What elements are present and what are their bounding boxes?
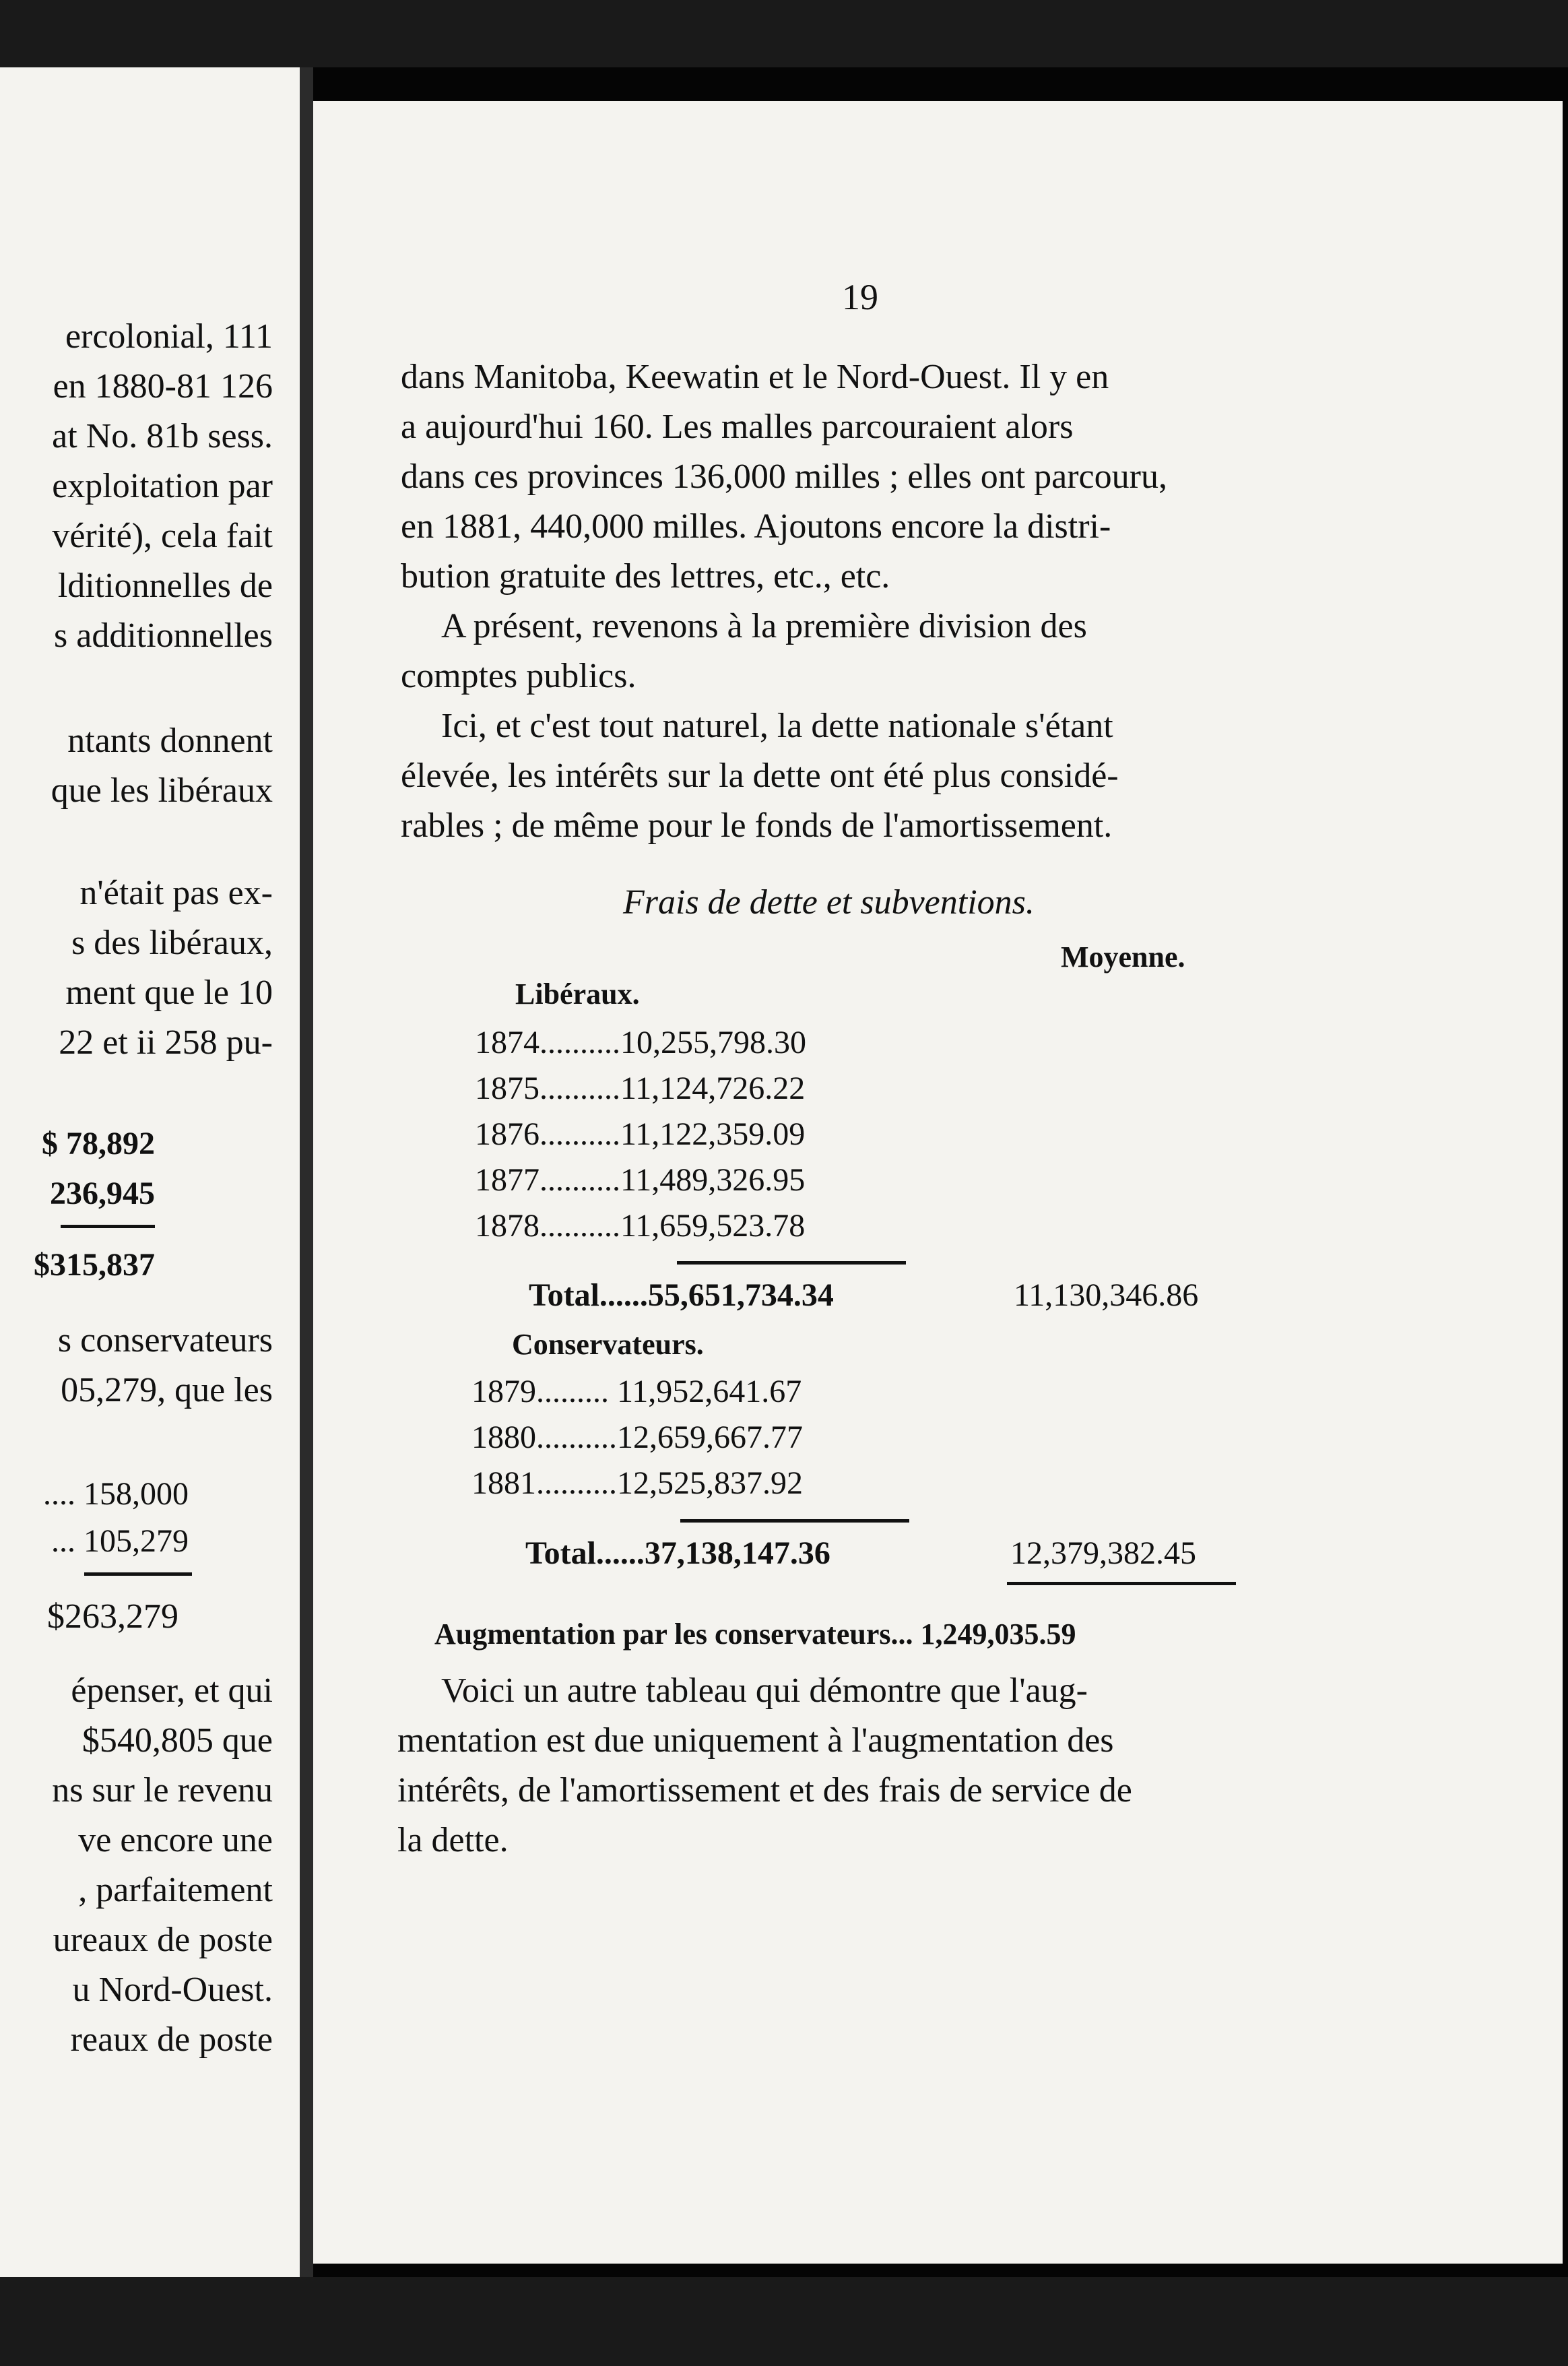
sum-rule (680, 1519, 909, 1523)
text-line: a aujourd'hui 160. Les malles parcouraient alors (401, 408, 1074, 446)
text-line: dans ces provinces 136,000 milles ; elles ont parcouru, (401, 457, 1167, 496)
table-title: Frais de dette et subventions. (623, 883, 1035, 922)
left-page (0, 67, 300, 2277)
text-line: comptes publics. (401, 657, 636, 695)
left-line: épenser, et qui (71, 1671, 273, 1710)
text-line: A présent, revenons à la première division des (441, 607, 1087, 645)
text-line: Ici, et c'est tout naturel, la dette nationale s'étant (441, 707, 1113, 745)
left-line: ns sur le revenu (52, 1771, 273, 1810)
left-line: , parfaitement (78, 1871, 273, 1909)
liberaux-total: Total......55,651,734.34 (529, 1277, 834, 1313)
sum-rule (677, 1261, 906, 1265)
left-line: exploitation par (52, 467, 273, 505)
table-row: 1876..........11,122,359.09 (475, 1116, 806, 1152)
left-line: ntants donnent (67, 722, 273, 760)
left-line: n'était pas ex- (79, 874, 273, 912)
text-line: mentation est due uniquement à l'augmentation des (397, 1721, 1114, 1760)
text-line: intérêts, de l'amortissement et des frais de service de (397, 1771, 1132, 1810)
left-line: ment que le 10 (65, 973, 273, 1012)
left-line: 22 et ii 258 pu- (59, 1023, 273, 1062)
left-line: 236,945 (50, 1176, 155, 1211)
left-line: ve encore une (78, 1821, 273, 1859)
table-row: 1880..........12,659,667.77 (471, 1419, 803, 1455)
left-line: ... 105,279 (51, 1523, 189, 1559)
liberaux-average: 11,130,346.86 (1014, 1277, 1199, 1313)
left-line: en 1880-81 126 (53, 367, 273, 406)
left-line: lditionnelles de (57, 567, 273, 605)
left-line: 05,279, que les (61, 1371, 273, 1409)
bottom-dark-band (0, 2277, 1568, 2366)
left-line: ercolonial, 111 (65, 317, 273, 356)
left-line: $263,279 (47, 1597, 178, 1636)
left-line: s conservateurs (57, 1321, 273, 1360)
text-line: la dette. (397, 1821, 509, 1859)
table-row: 1877..........11,489,326.95 (475, 1162, 806, 1198)
table-row: 1878..........11,659,523.78 (475, 1208, 806, 1244)
page-number: 19 (842, 277, 878, 317)
text-line: rables ; de même pour le fonds de l'amortissement. (401, 806, 1113, 845)
table-row: 1881..........12,525,837.92 (471, 1465, 803, 1501)
left-line: $540,805 que (81, 1721, 273, 1760)
left-line: at No. 81b sess. (52, 417, 273, 455)
liberaux-label: Libéraux. (515, 978, 640, 1011)
text-line: élevée, les intérêts sur la dette ont été plus considé- (401, 757, 1119, 795)
left-sum-rule (84, 1572, 192, 1576)
text-line: Voici un autre tableau qui démontre que l'aug- (441, 1671, 1088, 1710)
table-row: 1874..........10,255,798.30 (475, 1025, 806, 1060)
table-row: 1879......... 11,952,641.67 (471, 1374, 802, 1409)
right-page (313, 101, 1563, 2264)
left-line: .... 158,000 (43, 1476, 189, 1512)
text-line: en 1881, 440,000 milles. Ajoutons encore la distri- (401, 507, 1111, 546)
left-sum-rule (61, 1225, 155, 1228)
top-dark-band (0, 0, 1568, 67)
left-line: s additionnelles (54, 616, 273, 655)
average-header: Moyenne. (1061, 940, 1185, 973)
book-gutter (300, 67, 313, 2277)
left-line: s des libéraux, (71, 924, 273, 962)
conservateurs-average: 12,379,382.45 (1010, 1535, 1196, 1571)
left-line: reaux de poste (70, 2020, 273, 2059)
left-line: $315,837 (34, 1247, 155, 1283)
table-row: 1875..........11,124,726.22 (475, 1070, 806, 1106)
conservateurs-label: Conservateurs. (512, 1328, 704, 1361)
text-line: dans Manitoba, Keewatin et le Nord-Ouest. Il y en (401, 358, 1109, 396)
left-line: que les libéraux (51, 771, 273, 810)
left-line: u Nord-Ouest. (72, 1971, 273, 2009)
augmentation-line: Augmentation par les conservateurs... 1,249,035.59 (434, 1618, 1076, 1651)
average-rule (1007, 1582, 1236, 1585)
left-line: vérité), cela fait (52, 517, 273, 555)
text-line: bution gratuite des lettres, etc., etc. (401, 557, 890, 596)
left-line: $ 78,892 (42, 1126, 155, 1161)
left-line: ureaux de poste (53, 1921, 273, 1959)
conservateurs-total: Total......37,138,147.36 (525, 1535, 830, 1571)
